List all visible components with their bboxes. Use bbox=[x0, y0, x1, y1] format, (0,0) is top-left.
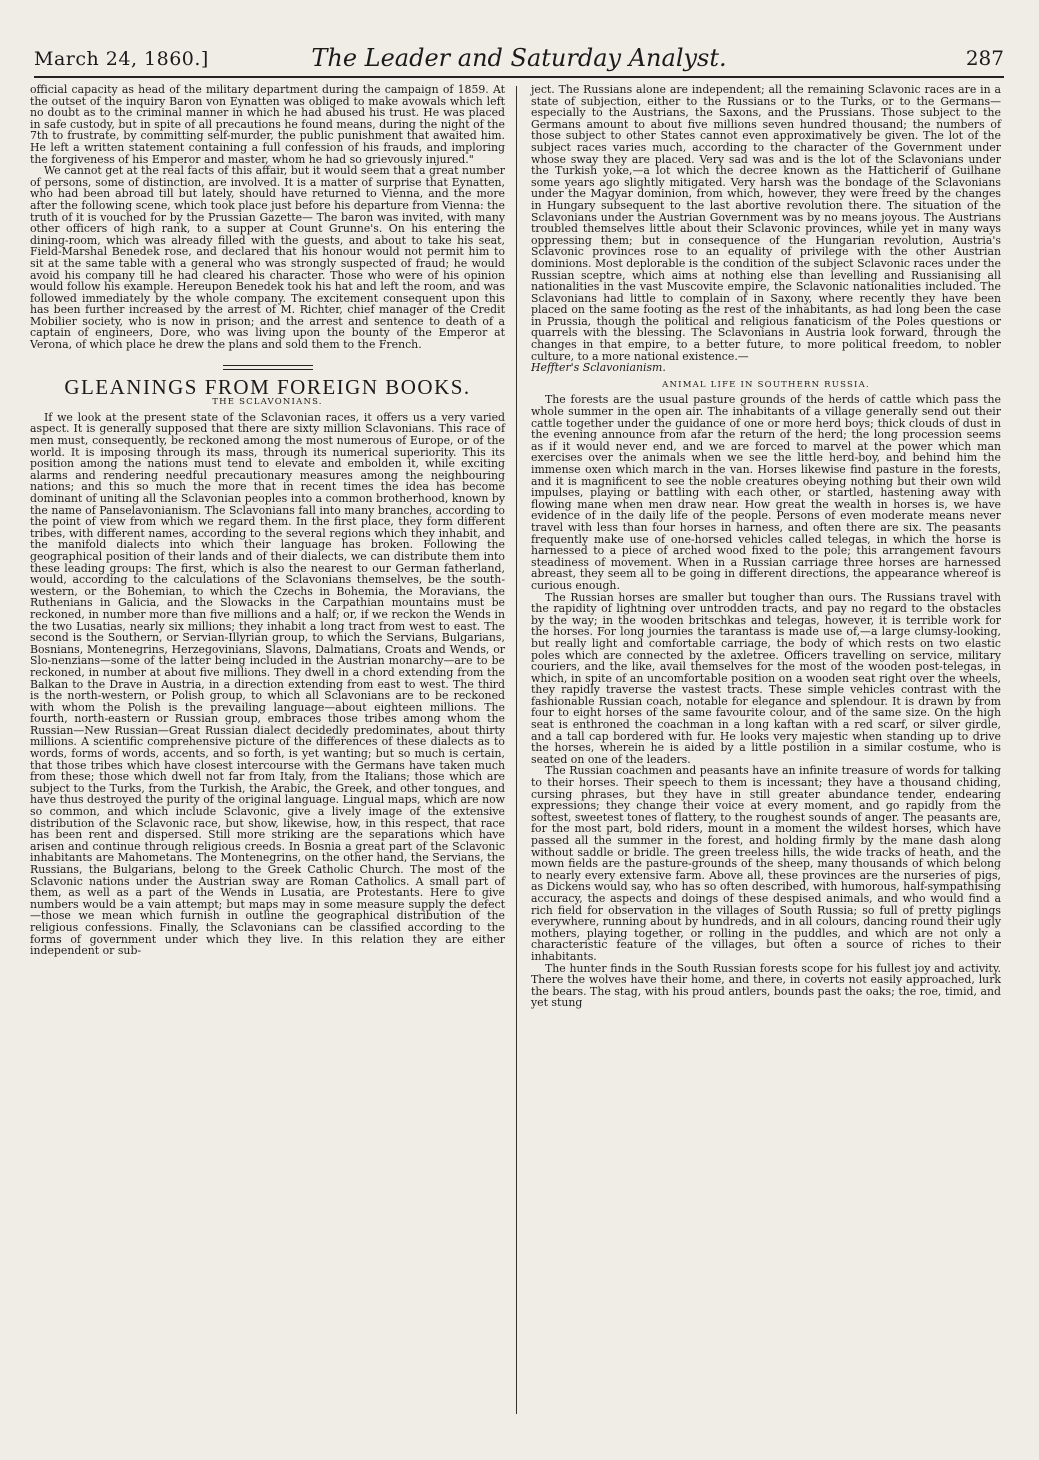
column-rule bbox=[516, 86, 517, 1414]
page-number: 287 bbox=[965, 46, 1004, 70]
article-paragraph: The Russian horses are smaller but tougher than ours. The Russians travel with the rapidity of lightning over untrodden tracts, and pay no regard to the obstacles by the way; in the wooden britschkas and telegas, however, it is terrible work for the horses. For long journies the tarantass is made use of,—a large clumsy-looking, but really light and comfortable carriage, the body of which rests on two elastic poles which are connected by the axletree. Officers travelling on service, military couriers, and the like, avail themselves for the most of the wooden post-telegas, in which, in spite of an uncomfortable position on a wooden seat right over the wheels, they rapidly traverse the vastest tracts. These simple vehicles contrast with the fashionable Russian coach, notable for elegance and splendour. It is drawn by from four to eight horses of the same favourite colour, and of the same size. On the high seat is enthroned the coachman in a long kaftan with a red scarf, or silver girdle, and a tall cap bordered with fur. He looks very majestic when standing up to drive the horses, wherein he is aided by a little postilion in a similar costume, who is seated on one of the leaders. bbox=[531, 590, 1001, 766]
publication-title: The Leader and Saturday Analyst. bbox=[311, 44, 727, 72]
issue-date: March 24, 1860.] bbox=[34, 48, 209, 70]
section-title: GLEANINGS FROM FOREIGN BOOKS. bbox=[64, 374, 471, 399]
article-paragraph: The Russian coachmen and peasants have an infinite treasure of words for talking to their horses. Their speech to them is incessant; they have a thousand chiding, cursing phrases, but they have in still greater abundance tender, endearing expressions; they change their voice at every moment, and go rapidly from the softest, sweetest tones of flattery, to the roughest sounds of anger. The peasants are, for the most part, bold riders, mount in a moment the wildest horses, which have passed all the summer in the forest, and holding firmly by the mane dash along without saddle or bridle. The green treeless hills, the wide tracks of heath, and the mown fields are the pasture-grounds of the sheep, many thousands of which belong to nearly every extensive farm. Above all, these provinces are the nurseries of pigs, as Dickens would say, who has so often described, with humorous, half-sympathising accuracy, the aspects and doings of these despised animals, and who would find a rich field for observation in the villages of South Russia; so full of pretty piglings everywhere, running about by hundreds, and in all colours, dancing round their ugly mothers, playing together, or rolling in the puddles, and which are not only a characteristic feature of the villages, but often a source of riches to their inhabitants. bbox=[531, 764, 1001, 963]
left-column bbox=[30, 84, 505, 957]
section-subtitle: ANIMAL LIFE IN SOUTHERN RUSSIA. bbox=[662, 379, 870, 390]
attribution: Heffter's Sclavonianism. bbox=[531, 361, 666, 375]
article-paragraph: official capacity as head of the military department during the campaign of 1859. At the outset of the inquiry Baron von Eynatten was obliged to make avowals which left no doubt as to the criminal manner in which he had abused his trust. He was placed in safe custody, but in spite of all precautions he found means, during the night of the 7th to frustrate, by committing self-murder, the public punishment that awaited him. He left a written statement containing a full confession of his frauds, and imploring the forgiveness of his Emperor and master, whom he had so grievously injured." bbox=[30, 83, 505, 166]
article-paragraph: If we look at the present state of the Sclavonian races, it offers us a very varied aspect. It is generally supposed that there are sixty million Sclavonians. This race of men must, consequently, be reckoned among the most numerous of Europe, or of the world. It is imposing through its mass, through its numerical superiority. This its position among the nations must tend to elevate and embolden it, while exciting alarms and rendering needful precautionary measures among the neighbouring nations; and this so much the more that in recent times the idea has become dominant of uniting all the Sclavonian peoples into a common brotherhood, known by the name of Panselavonianism. The Sclavonians fall into many branches, according to the point of view from which we regard them. In the first place, they form different tribes, with different names, according to the several regions which they inhabit, and the manifold dialects into which their language has broken. Following the geographical position of their lands and of their dialects, we can distribute them into these leading groups: The first, which is also the nearest to our German fatherland, would, according to the calculations of the Sclavonians themselves, be the south-western, or the Bohemian, to which the Czechs in Bohemia, the Moravians, the Ruthenians in Galicia, and the Slowacks in the Carpathian mountains must be reckoned, in number more than five millions and a half; or, if we reckon the Wends in the two Lusatias, nearly six millions; they inhabit a long tract from west to east. The second is the Southern, or Servian-Illyrian group, to which the Servians, Bulgarians, Bosnians, Montenegrins, Herzegovinians, Slavons, Dalmatians, Croats and Wends, or Slo-nenzians—some of the latter being included in the Austrian monarchy—are to be reckoned, in number at about five millions. They dwell in a chord extending from the Balkan to the Drave in Austria, in a direction extending from east to west. The third is the north-western, or Polish group, to which all Sclavonians are to be reckoned with whom the Polish is the prevailing language—about eighteen millions. The fourth, north-eastern or Russian group, embraces those tribes among whom the Russian—New Russian—Great Russian dialect decidedly predominates, about thirty millions. A scientific comprehensive picture of the differences of these dialects as to words, forms of words, accents, and so forth, is yet wanting; but so much is certain, that those tribes which have closest intercourse with the Germans have taken much from these; those which dwell not far from Italy, from the Italians; those which are subject to the Turks, from the Turkish, the Arabic, the Greek, and other tongues, and have thus destroyed the purity of the original language. Lingual maps, which are now so common, and which include Sclavonic, give a lively image of the extensive distribution of the Sclavonic race, but show, likewise, how, in this respect, that race has been rent and dispersed. Still more striking are the separations which have arisen and continue through religious creeds. In Bosnia a great part of the Sclavonic inhabitants are Mahometans. The Montenegrins, on the other hand, the Servians, the Russians, the Bulgarians, belong to the Greek Catholic Church. The most of the Sclavonic nations under the Austrian sway are Roman Catholics. A small part of them, as well as a part of the Wends in Lusatia, are Protestants. Here to give numbers would be a vain attempt; but maps may in some measure supply the defect—those we mean which furnish in outline the geographical distribution of the religious confessions. Finally, the Sclavonians can be classified according to the forms of government under which they live. In this relation they are either independent or sub- bbox=[30, 410, 505, 958]
right-column bbox=[531, 84, 1001, 1009]
article-paragraph: The hunter finds in the South Russian forests scope for his fullest joy and activity. There the wolves have their home, and there, in coverts not easily approached, lurk the bears. The stag, with his proud antlers, bounds past the oaks; the roe, timid, and yet stung bbox=[531, 961, 1001, 1010]
section-subtitle: THE SCLAVONIANS. bbox=[212, 397, 323, 408]
page-header bbox=[34, 36, 1004, 78]
article-paragraph: The forests are the usual pasture grounds of the herds of cattle which pass the whole summer in the open air. The inhabitants of a village generally send out their cattle together under the guidance of one or more herd boys; thick clouds of dust in the evening announce from afar the return of the herd; the long procession seems as if it would never end, and we are forced to marvel at the power which man exercises over the animals when we see the little herd-boy, and behind him the immense oxen which march in the van. Horses likewise find pasture in the forests, and it is magnificent to see the noble creatures obeying nothing but their own wild impulses, playing or battling with each other, or startled, hastening away with flowing mane when men draw near. How great the wealth in horses is, we have evidence of in the daily life of the people. Persons of even moderate means never travel with less than four horses in harness, and often there are six. The peasants frequently make use of one-horsed vehicles called telegas, in which the horse is harnessed to a piece of arched wood fixed to the pole; this arrangement favours steadiness of movement. When in a Russian carriage three horses are harnessed abreast, they seem all to be going in different directions, the appearance whereof is curious enough. bbox=[531, 393, 1001, 592]
article-paragraph: ject. The Russians alone are independent; all the remaining Sclavonic races are in a state of subjection, either to the Russians or to the Turks, or to the Germans—especially to the Austrians, the Saxons, and the Prussians. Those subject to the Germans amount to about five millions seven hundred thousand; the numbers of those subject to other States cannot even approximatively be given. The lot of the subject races varies much, according to the character of the Government under whose sway they are placed. Very sad was and is the lot of the Sclavonians under the Turkish yoke,—a lot which the decree known as the Hatticherif of Guilhane some years ago slightly mitigated. Very harsh was the bondage of the Sclavonians under the Magyar dominion, from which, however, they were freed by the changes in Hungary subsequent to the last abortive revolution there. The situation of the Sclavonians under the Austrian Government was by no means joyous. The Austrians troubled themselves little about their Sclavonic provinces, while yet in many ways oppressing them; but in consequence of the Hungarian revolution, Austria's Sclavonic provinces rose to an equality of privilege with the other Austrian dominions. Most deplorable is the condition of the subject Sclavonic races under the Russian sceptre, which aims at nothing else than levelling and Russianising all nationalities in the vast Muscovite empire, the Sclavonic nationalities included. The Sclavonians had little to complain of in Saxony, where recently they have been placed on the same footing as the rest of the inhabitants, as had long been the case in Prussia, though the political and religious fanaticism of the Poles questions or quarrels with the blessing. The Sclavonians in Austria look forward, through the changes in that empire, to a better future, to more political freedom, to nobler culture, to a more national existence.— bbox=[531, 83, 1001, 363]
section-divider bbox=[223, 365, 313, 370]
article-paragraph: We cannot get at the real facts of this affair, but it would seem that a great number of persons, some of distinction, are involved. It is a matter of surprise that Eynatten, who had been abroad till but lately, should have returned to Vienna, and the more after the following scene, which took place just before his departure from Vienna: the truth of it is vouched for by the Prussian Gazette— The baron was invited, with many other officers of high rank, to a supper at Count Grunne's. On his entering the dining-room, which was already filled with the guests, and about to take his seat, Field-Marshal Benedek rose, and declared that his honour would not permit him to sit at the same table with a general who was strongly suspected of fraud; he would avoid his company till he had cleared his character. Those who were of his opinion would follow his example. Hereupon Benedek took his hat and left the room, and was followed immediately by the whole company. The excitement consequent upon this has been further increased by the arrest of M. Richter, chief manager of the Credit Mobilier society, who is now in prison; and the arrest and sentence to death of a captain of engineers, Dore, who was living upon the bounty of the Emperor at Verona, of which place he drew the plans and sold them to the French. bbox=[30, 164, 505, 352]
